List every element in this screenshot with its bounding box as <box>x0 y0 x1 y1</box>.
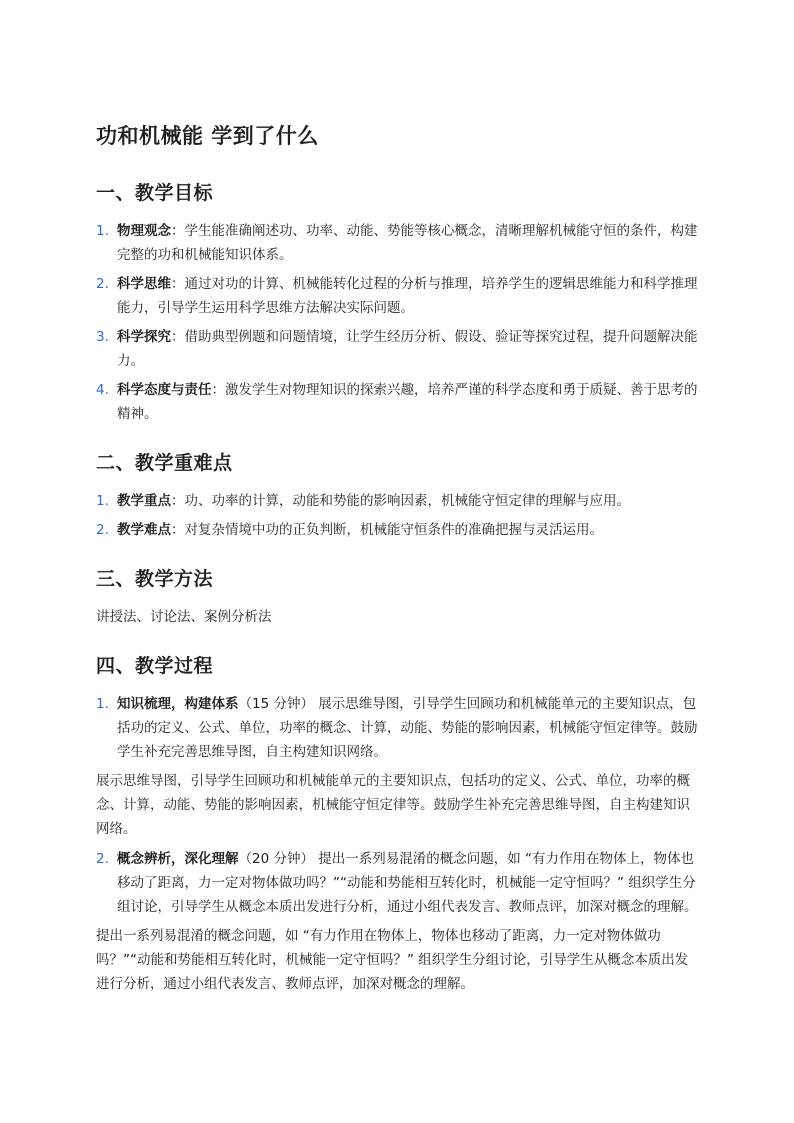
item-text: 通过对功的计算、机械能转化过程的分析与推理，培养学生的逻辑思维能力和科学推理能力，引导学生运用科学思维方法解决实际问题。 <box>117 276 698 316</box>
document-title: 功和机械能 学到了什么 <box>96 124 319 148</box>
list-number: 1. <box>96 223 109 239</box>
list-item <box>96 489 698 513</box>
list-item <box>96 325 698 373</box>
item-separator: ： <box>171 493 185 509</box>
key-points-list <box>96 489 698 542</box>
item-term: 科学思维 <box>117 276 171 292</box>
methods-text: 讲授法、讨论法、案例分析法 <box>96 609 272 625</box>
item-separator: ： <box>171 522 185 538</box>
section-key-points <box>96 448 698 542</box>
list-number: 4. <box>96 382 109 398</box>
list-item <box>96 272 698 320</box>
list-item <box>96 378 698 426</box>
list-number: 3. <box>96 329 109 345</box>
list-number: 2. <box>96 276 109 292</box>
item-text: （20 分钟） 提出一系列易混淆的概念问题，如 “有力作用在物体上，物体也移动了距离，力一定对物体做功吗？”“动能和势能相互转化时，机械能一定守恒吗？” 组织学生分组讨论，引导学生从概念本质出发进行分析，通过小组代表发言、教师点评，加深对概念的理解。 <box>117 851 698 915</box>
list-item <box>96 518 698 542</box>
item-term: 科学探究 <box>117 329 171 345</box>
list-number: 2. <box>96 522 109 538</box>
section-teaching-goals <box>96 178 698 426</box>
section-teaching-methods <box>96 564 698 629</box>
item-separator: ： <box>211 382 225 398</box>
section-heading: 一、教学目标 <box>96 182 214 204</box>
item-separator: ： <box>171 329 185 345</box>
item-text: 激发学生对物理知识的探索兴趣，培养严谨的科学态度和勇于质疑、善于思考的精神。 <box>117 382 698 422</box>
item-term: 知识梳理，构建体系 <box>117 696 239 712</box>
item-text: 功、功率的计算，动能和势能的影响因素，机械能守恒定律的理解与应用。 <box>184 493 630 509</box>
item-text: （15 分钟） 展示思维导图，引导学生回顾功和机械能单元的主要知识点，包括功的定义、公式、单位，功率的概念、计算，动能、势能的影响因素，机械能守恒定律等。鼓励学生补充完善思维导图，自主构建知识网络。 <box>117 696 698 760</box>
item-term: 概念辨析，深化理解 <box>117 851 239 867</box>
list-number: 1. <box>96 493 109 509</box>
item-text: 学生能准确阐述功、功率、动能、势能等核心概念，清晰理解机械能守恒的条件，构建完整的功和机械能知识体系。 <box>117 223 698 263</box>
item-term: 教学重点 <box>117 493 171 509</box>
process-paragraph: 提出一系列易混淆的概念问题，如 “有力作用在物体上，物体也移动了距离，力一定对物体做功吗？”“动能和势能相互转化时，机械能一定守恒吗？” 组织学生分组讨论，引导学生从概念本质出发进行分析，通过小组代表发言、教师点评，加深对概念的理解。 <box>96 928 689 992</box>
item-separator: ： <box>171 223 185 239</box>
process-paragraph: 展示思维导图，引导学生回顾功和机械能单元的主要知识点，包括功的定义、公式、单位，功率的概念、计算，动能、势能的影响因素，机械能守恒定律等。鼓励学生补充完善思维导图，自主构建知识网络。 <box>96 773 690 837</box>
list-item <box>96 219 698 267</box>
item-text: 对复杂情境中功的正负判断，机械能守恒条件的准确把握与灵活运用。 <box>184 522 603 538</box>
section-heading: 四、教学过程 <box>96 655 214 677</box>
item-term: 教学难点 <box>117 522 171 538</box>
process-list-1 <box>96 692 698 764</box>
list-item <box>96 847 698 919</box>
section-heading: 三、教学方法 <box>96 568 214 590</box>
list-item <box>96 692 698 764</box>
process-list-2 <box>96 847 698 919</box>
list-number: 2. <box>96 851 109 867</box>
item-separator: ： <box>171 276 185 292</box>
item-term: 科学态度与责任 <box>117 382 212 398</box>
goals-list <box>96 219 698 426</box>
list-number: 1. <box>96 696 109 712</box>
section-teaching-process <box>96 651 698 996</box>
item-term: 物理观念 <box>117 223 171 239</box>
section-heading: 二、教学重难点 <box>96 452 233 474</box>
item-text: 借助典型例题和问题情境，让学生经历分析、假设、验证等探究过程，提升问题解决能力。 <box>117 329 698 369</box>
